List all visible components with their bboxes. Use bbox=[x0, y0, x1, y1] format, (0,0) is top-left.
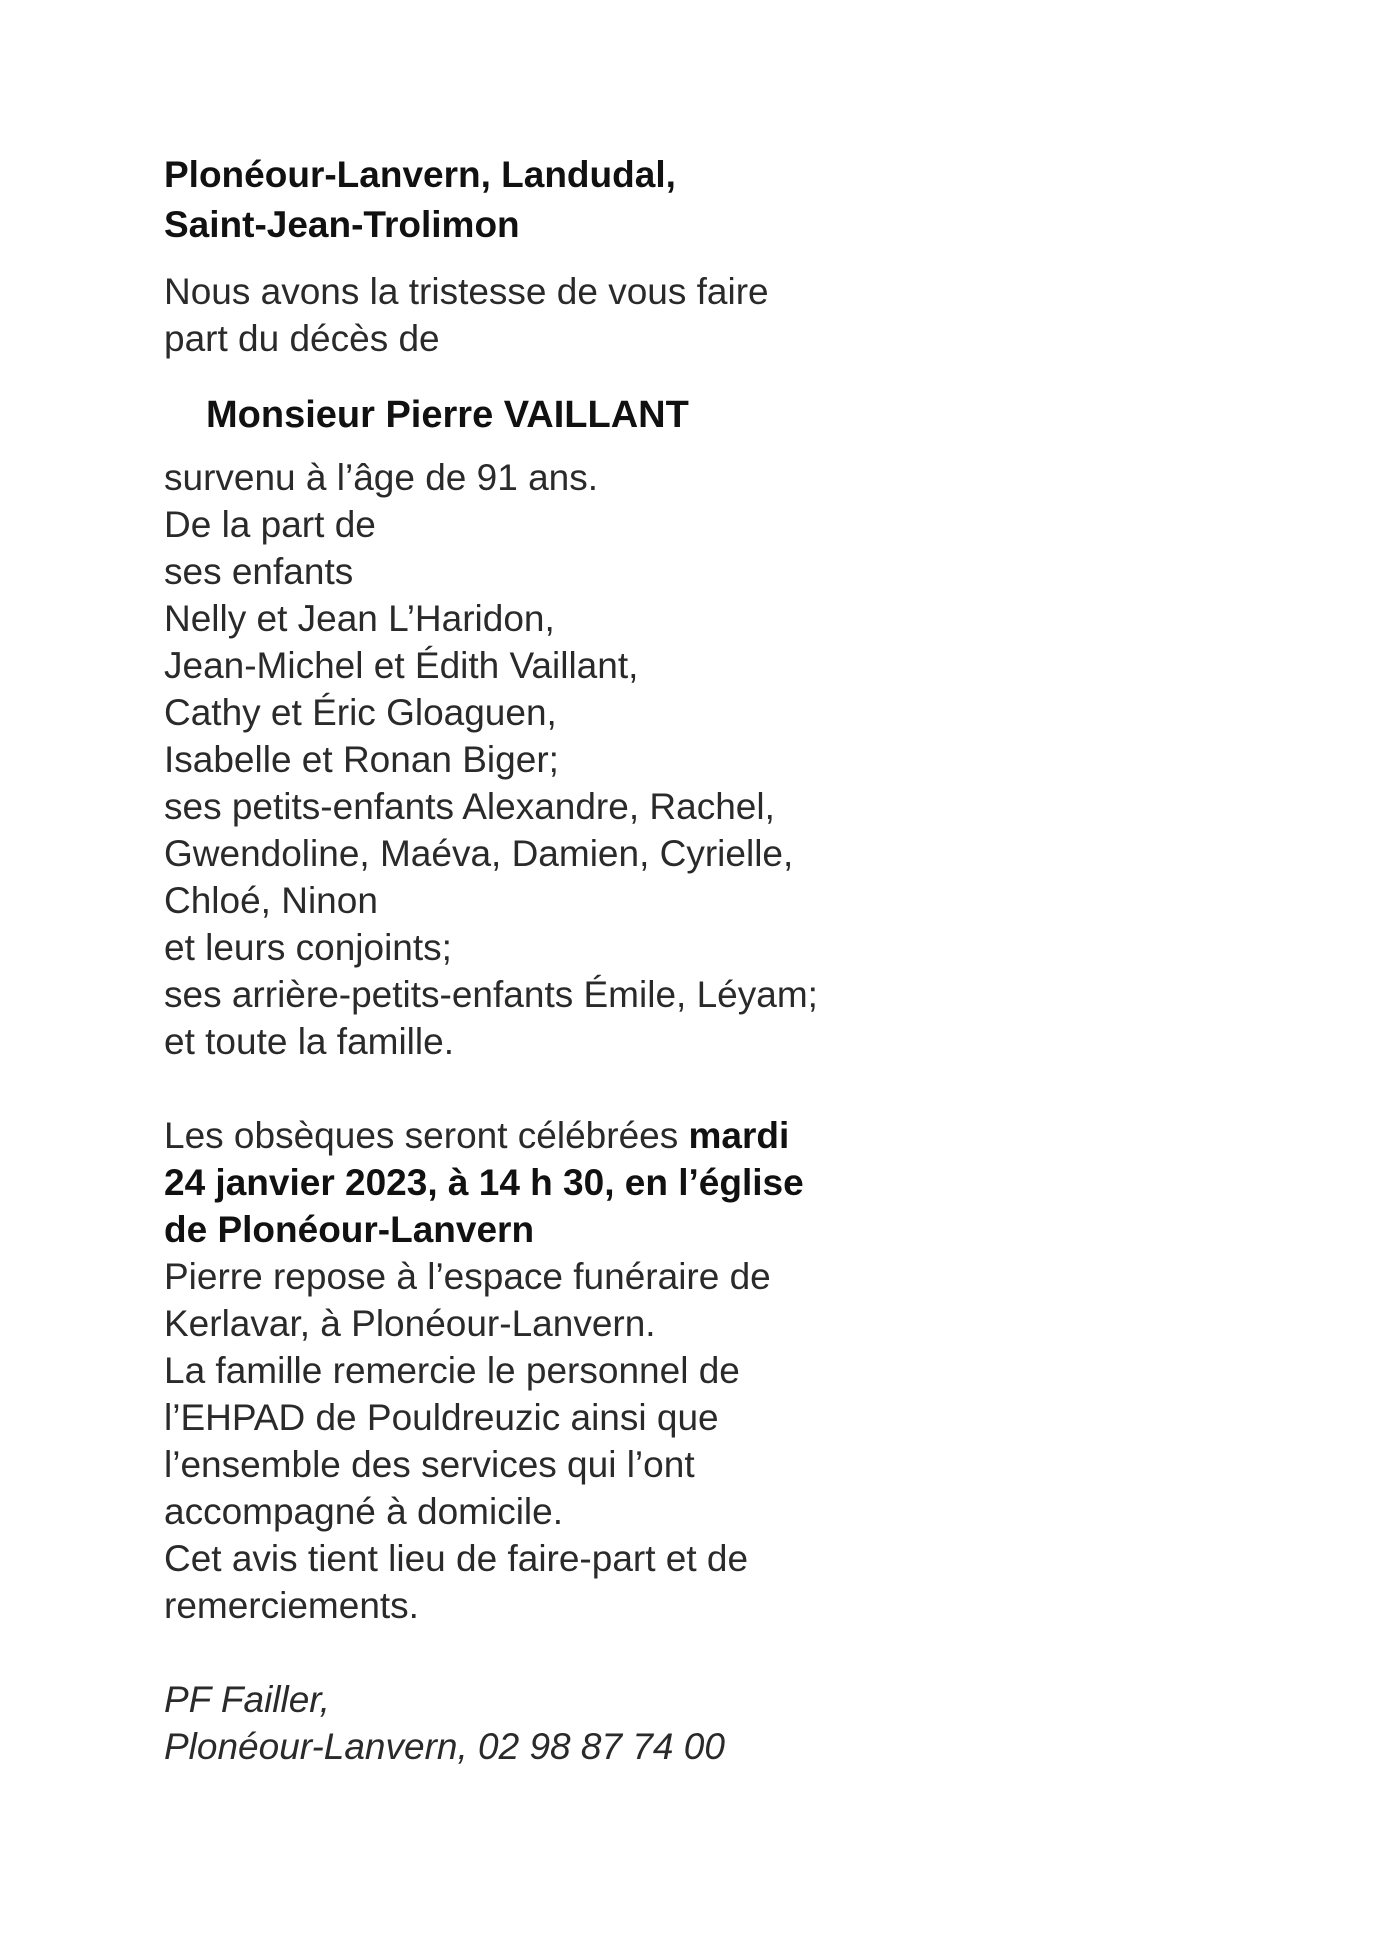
family-line: Chloé, Ninon bbox=[164, 880, 378, 921]
family-line: Gwendoline, Maéva, Damien, Cyrielle, bbox=[164, 833, 794, 874]
family-line: survenu à l’âge de 91 ans. bbox=[164, 457, 599, 498]
funeral-line: l’EHPAD de Pouldreuzic ainsi que bbox=[164, 1397, 719, 1438]
funeral-intro-text: Les obsèques seront célébrées bbox=[164, 1115, 689, 1156]
heading-line: Plonéour-Lanvern, Landudal, bbox=[164, 154, 676, 195]
announcement-intro bbox=[164, 268, 924, 362]
funeral-date-line: 24 janvier 2023, à 14 h 30, en l’église bbox=[164, 1162, 804, 1203]
family-line: ses arrière-petits-enfants Émile, Léyam; bbox=[164, 974, 818, 1015]
funeral-line: Cet avis tient lieu de faire-part et de bbox=[164, 1538, 749, 1579]
funeral-line: Pierre repose à l’espace funéraire de bbox=[164, 1256, 771, 1297]
funeral-details bbox=[164, 1112, 924, 1629]
family-line: et leurs conjoints; bbox=[164, 927, 452, 968]
family-line: Cathy et Éric Gloaguen, bbox=[164, 692, 557, 733]
obituary-notice bbox=[164, 150, 924, 1770]
family-line: et toute la famille. bbox=[164, 1021, 454, 1062]
family-line: ses petits-enfants Alexandre, Rachel, bbox=[164, 786, 775, 827]
family-line: Jean-Michel et Édith Vaillant, bbox=[164, 645, 639, 686]
funeral-line: remerciements. bbox=[164, 1585, 419, 1626]
family-line: Isabelle et Ronan Biger; bbox=[164, 739, 559, 780]
deceased-name: Monsieur Pierre VAILLANT bbox=[206, 394, 689, 436]
funeral-line: l’ensemble des services qui l’ont bbox=[164, 1444, 695, 1485]
funeral-line: Kerlavar, à Plonéour-Lanvern. bbox=[164, 1303, 656, 1344]
locality-heading bbox=[164, 150, 924, 250]
family-line: Nelly et Jean L’Haridon, bbox=[164, 598, 555, 639]
funeral-line: La famille remercie le personnel de bbox=[164, 1350, 740, 1391]
intro-line: part du décès de bbox=[164, 318, 440, 359]
funeral-home-signature bbox=[164, 1676, 924, 1770]
family-list bbox=[164, 454, 924, 1065]
family-line: De la part de bbox=[164, 504, 376, 545]
funeral-line: accompagné à domicile. bbox=[164, 1491, 563, 1532]
funeral-home-name: PF Failler, bbox=[164, 1679, 330, 1720]
funeral-intro-line bbox=[164, 1112, 924, 1159]
heading-line: Saint-Jean-Trolimon bbox=[164, 204, 520, 245]
family-line: ses enfants bbox=[164, 551, 354, 592]
intro-line: Nous avons la tristesse de vous faire bbox=[164, 271, 769, 312]
funeral-home-contact: Plonéour-Lanvern, 02 98 87 74 00 bbox=[164, 1726, 725, 1767]
funeral-day: mardi bbox=[688, 1115, 790, 1156]
funeral-place-line: de Plonéour-Lanvern bbox=[164, 1209, 535, 1250]
